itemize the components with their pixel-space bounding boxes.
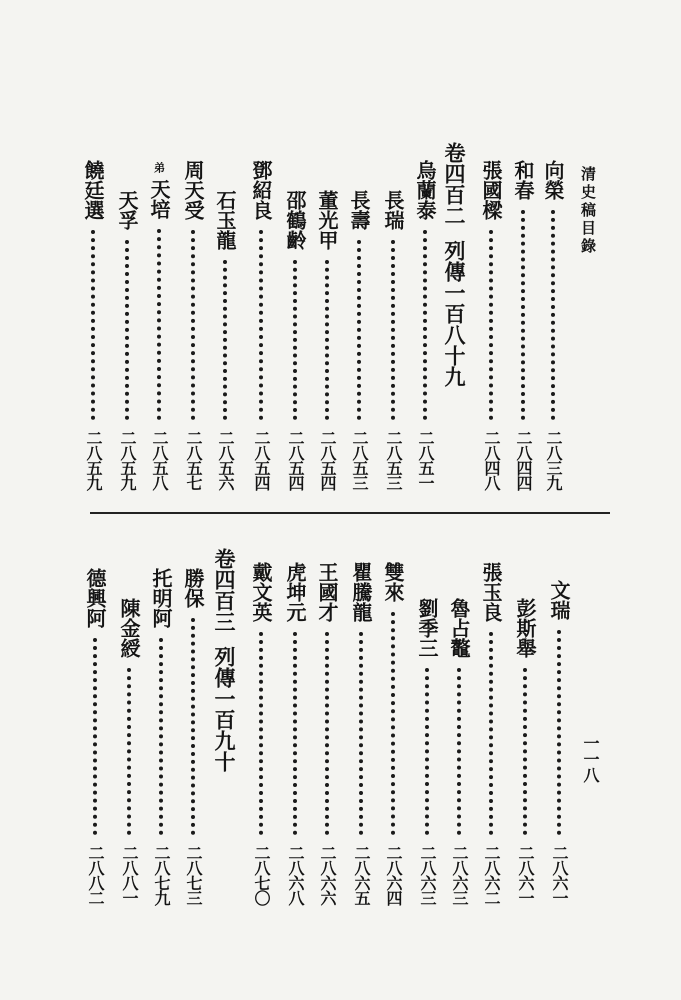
- entry-page: 二八七九: [152, 845, 171, 905]
- entry-name: 戴文英: [249, 562, 273, 622]
- toc-entry[interactable]: [116, 598, 142, 905]
- toc-entry[interactable]: [380, 190, 406, 490]
- toc-entry[interactable]: [80, 160, 106, 490]
- entry-name: 托明阿: [149, 568, 173, 628]
- running-header: 清史稿目錄: [579, 166, 597, 256]
- entry-name: 石玉龍: [213, 190, 237, 250]
- entry-page: 二八五四: [252, 430, 271, 490]
- entry-page: 二八五三: [384, 430, 403, 490]
- toc-entry[interactable]: [348, 562, 374, 905]
- toc-entry[interactable]: [180, 160, 206, 490]
- entry-page: 二八六四: [384, 845, 403, 905]
- dot-leader: [159, 638, 163, 835]
- dot-leader: [457, 668, 461, 835]
- entry-name: 饒廷選: [81, 160, 105, 220]
- toc-entry[interactable]: [510, 160, 536, 490]
- toc-entry[interactable]: [148, 568, 174, 905]
- dot-leader: [489, 230, 493, 420]
- toc-entry[interactable]: [446, 598, 472, 905]
- entry-name: 文瑞: [547, 580, 571, 620]
- dot-leader: [191, 230, 195, 420]
- entry-name: 和春: [511, 160, 535, 200]
- folio: 一一八: [581, 735, 600, 783]
- toc-entry[interactable]: [380, 562, 406, 905]
- entry-page: 二八四四: [514, 430, 533, 490]
- entry-page: 二八五三: [350, 430, 369, 490]
- dot-leader: [391, 612, 395, 835]
- entry-page: 二八六三: [450, 845, 469, 905]
- dot-leader: [259, 230, 263, 420]
- entry-page: 二八六三: [418, 845, 437, 905]
- dot-leader: [391, 240, 395, 420]
- entry-name: 烏蘭泰: [413, 160, 437, 220]
- dot-leader: [521, 210, 525, 420]
- entry-page: 二八五四: [286, 430, 305, 490]
- entry-name: 天培: [147, 179, 171, 219]
- entry-name: 董光甲: [315, 190, 339, 250]
- entry-page: 二八六一: [550, 845, 569, 905]
- toc-entry[interactable]: [114, 190, 140, 490]
- toc-entry[interactable]: [346, 190, 372, 490]
- dot-leader: [423, 230, 427, 420]
- dot-leader: [127, 668, 131, 835]
- dot-leader: [425, 668, 429, 835]
- entry-page: 二八五八: [150, 430, 169, 490]
- entry-page: 二八三九: [544, 430, 563, 490]
- toc-entry[interactable]: [248, 160, 274, 490]
- toc-entry[interactable]: [282, 562, 308, 905]
- toc-entry[interactable]: [82, 568, 108, 905]
- dot-leader: [259, 632, 263, 835]
- dot-leader: [293, 632, 297, 835]
- entry-name: 張國樑: [479, 160, 503, 220]
- toc-entry[interactable]: [540, 160, 566, 490]
- dot-leader: [293, 260, 297, 420]
- entry-name: 勝保: [181, 568, 205, 608]
- entry-page: 二八五七: [184, 430, 203, 490]
- toc-entry[interactable]: [546, 580, 572, 905]
- entry-name: 邵鶴齡: [283, 190, 307, 250]
- dot-leader: [557, 630, 561, 835]
- toc-entry[interactable]: [314, 190, 340, 490]
- dot-leader: [325, 632, 329, 835]
- entry-name: 周天受: [181, 160, 205, 220]
- entry-page: 二八七〇: [252, 845, 271, 905]
- toc-entry[interactable]: [478, 160, 504, 490]
- entry-name: 雙來: [381, 562, 405, 602]
- toc-entry[interactable]: [248, 562, 274, 905]
- entry-name: 德興阿: [83, 568, 107, 628]
- entry-name: 魯占鼇: [447, 598, 471, 658]
- entry-page: 二八六六: [318, 845, 337, 905]
- entry-page: 二八八二: [86, 845, 105, 905]
- volume-heading: [214, 548, 235, 772]
- entry-name: 虎坤元: [283, 562, 307, 622]
- volume-number: 卷四百二: [442, 142, 467, 226]
- dot-leader: [357, 240, 361, 420]
- entry-name: 長瑞: [381, 190, 405, 230]
- toc-entry[interactable]: [478, 562, 504, 905]
- dot-leader: [93, 638, 97, 835]
- dot-leader: [523, 668, 527, 835]
- entry-name: 彭斯舉: [513, 598, 537, 658]
- entry-page: 二八五九: [118, 430, 137, 490]
- entry-name: 陳金綬: [117, 598, 141, 658]
- entry-name: 瞿騰龍: [349, 562, 373, 622]
- dot-leader: [223, 260, 227, 420]
- entry-page: 二八六八: [286, 845, 305, 905]
- entry-page: 二八六五: [352, 845, 371, 905]
- dot-leader: [325, 260, 329, 420]
- toc-entry[interactable]: [314, 562, 340, 905]
- dot-leader: [91, 230, 95, 420]
- entry-name: 劉季三: [415, 598, 439, 658]
- volume-number: 卷四百三: [212, 548, 237, 632]
- entry-page: 二八五一: [416, 430, 435, 490]
- dot-leader: [489, 632, 493, 835]
- dot-leader: [125, 240, 129, 420]
- entry-page: 二八五六: [216, 430, 235, 490]
- entry-page: 二八四八: [482, 430, 501, 490]
- toc-entry[interactable]: [212, 190, 238, 490]
- dot-leader: [359, 632, 363, 835]
- entry-page: 二八五四: [318, 430, 337, 490]
- entry-page: 二八五九: [84, 430, 103, 490]
- toc-entry[interactable]: [412, 160, 438, 490]
- toc-entry[interactable]: [146, 162, 172, 490]
- entry-page: 二八六一: [516, 845, 535, 905]
- toc-entry[interactable]: [414, 598, 440, 905]
- entry-name: 王國才: [315, 562, 339, 622]
- section-divider: [90, 512, 610, 514]
- volume-heading: [444, 142, 465, 387]
- dot-leader: [551, 210, 555, 420]
- volume-title: 列傳一百八十九: [442, 240, 467, 387]
- dot-leader: [157, 229, 161, 420]
- toc-entry[interactable]: [180, 568, 206, 905]
- toc-entry[interactable]: [282, 190, 308, 490]
- entry-name: 長壽: [347, 190, 371, 230]
- volume-title: 列傳一百九十: [212, 646, 237, 772]
- entry-name: 天孚: [115, 190, 139, 230]
- dot-leader: [191, 618, 195, 835]
- entry-name: 鄧紹良: [249, 160, 273, 220]
- entry-page: 二八八一: [120, 845, 139, 905]
- entry-page: 二八七三: [184, 845, 203, 905]
- relation-prefix: 弟: [152, 162, 166, 173]
- entry-page: 二八六二: [482, 845, 501, 905]
- toc-entry[interactable]: [512, 598, 538, 905]
- entry-name: 張玉良: [479, 562, 503, 622]
- entry-name: 向榮: [541, 160, 565, 200]
